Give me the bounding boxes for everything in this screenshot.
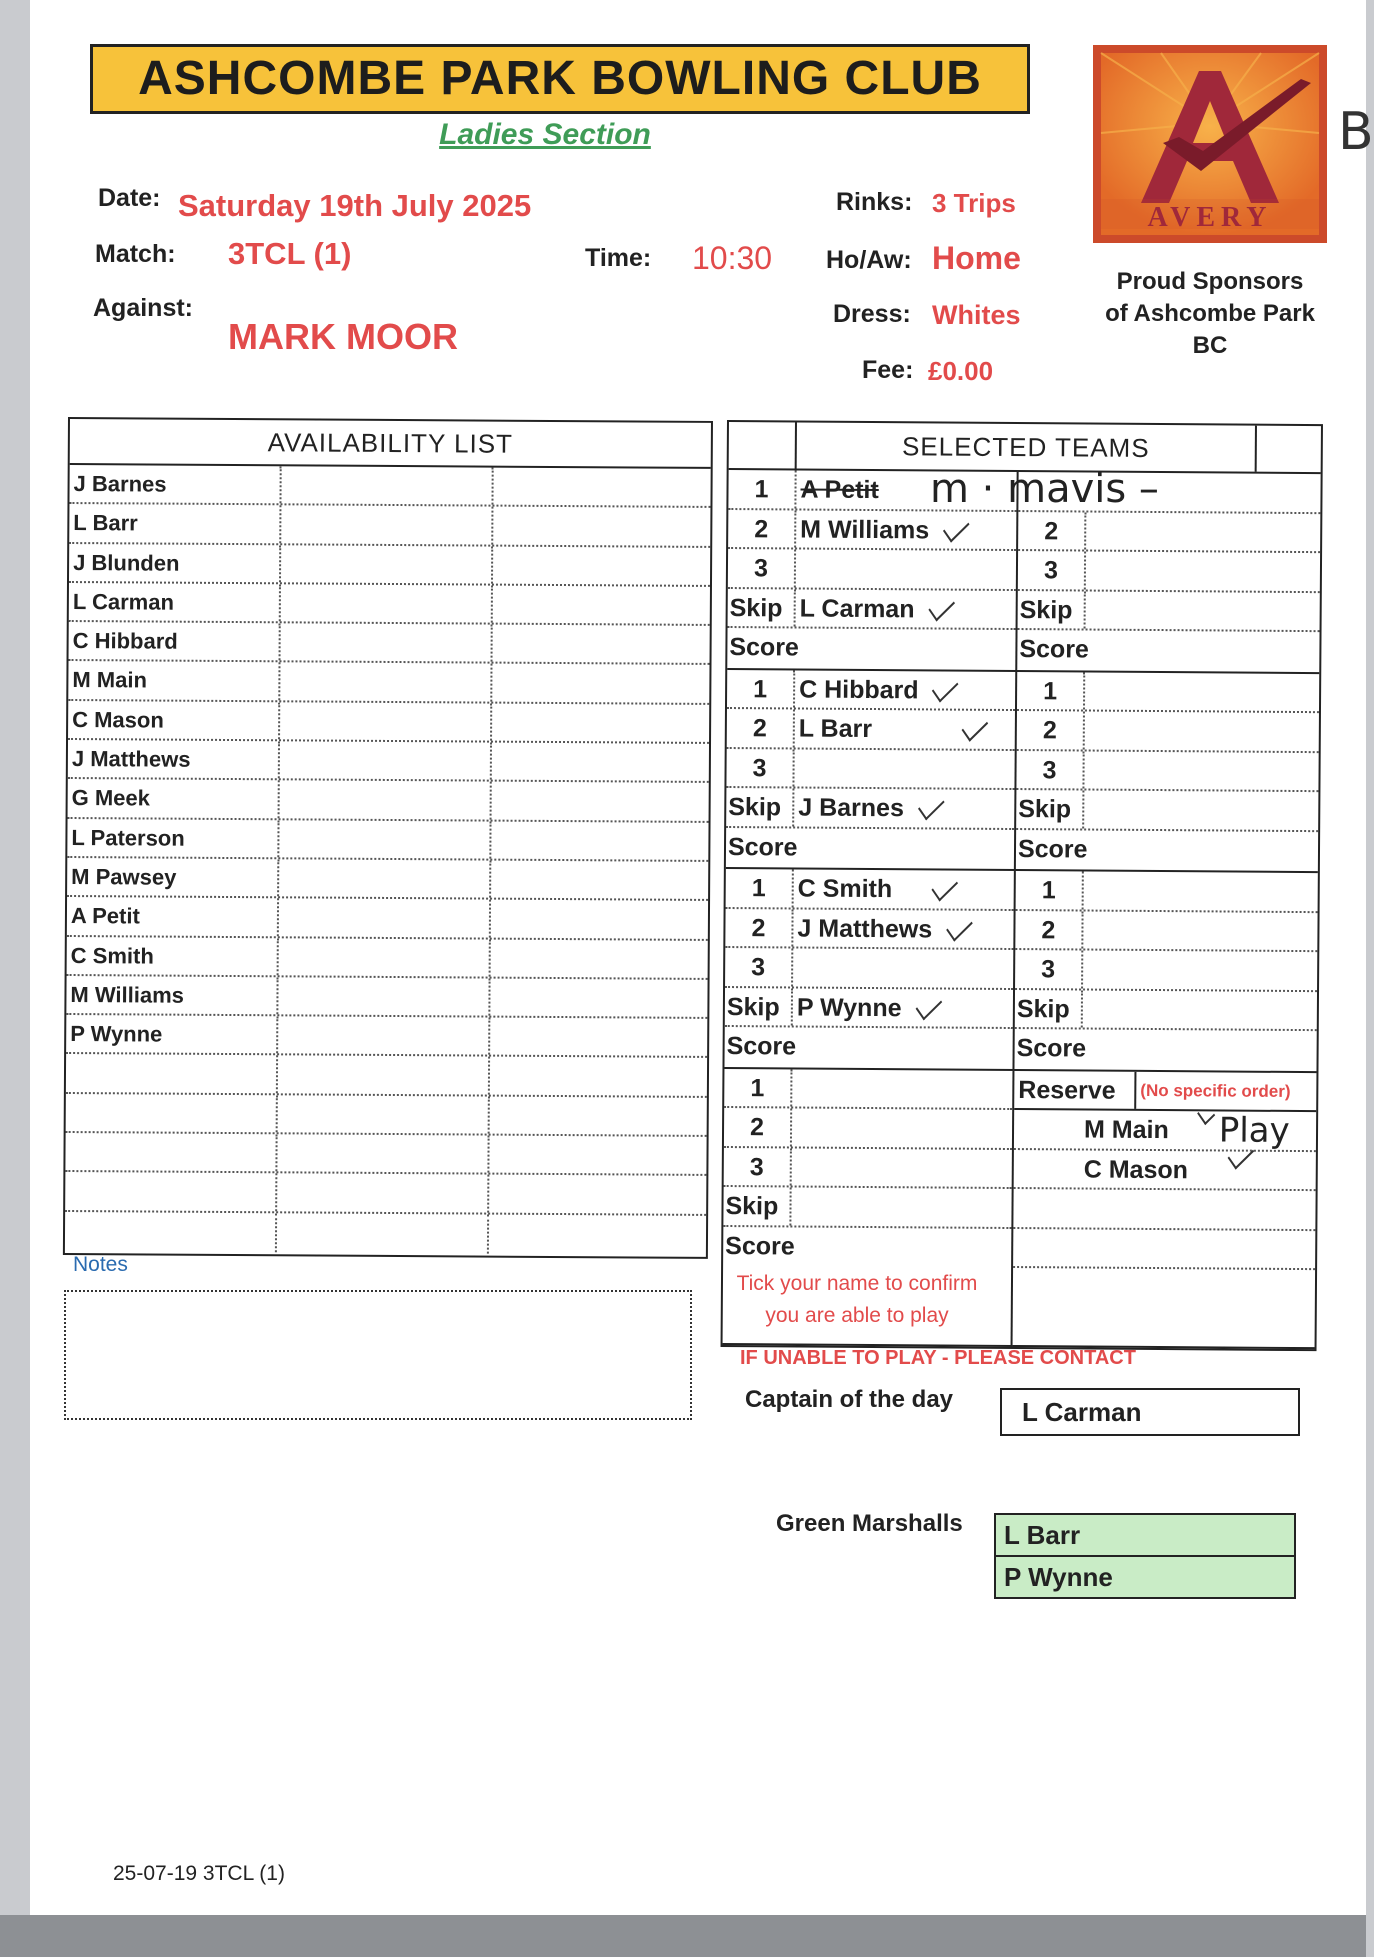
opponent-row[interactable] bbox=[1016, 751, 1318, 793]
availability-name bbox=[66, 1054, 278, 1093]
player-name: C Smith bbox=[797, 874, 893, 904]
availability-name: L Paterson bbox=[67, 819, 279, 858]
opponent-row[interactable] bbox=[1018, 512, 1320, 554]
rink-4-score[interactable] bbox=[723, 1226, 1011, 1268]
reserve-row[interactable] bbox=[1013, 1189, 1315, 1231]
tick-instruction-line-2: you are able to play bbox=[765, 1304, 949, 1327]
position-number: 2 bbox=[1018, 512, 1086, 550]
rink-1-player-2[interactable] bbox=[728, 510, 1016, 552]
position-number: 3 bbox=[1016, 751, 1084, 789]
captain-box[interactable] bbox=[1000, 1388, 1300, 1436]
date-value: Saturday 19th July 2025 bbox=[178, 188, 532, 223]
selected-teams-title: SELECTED TEAMS bbox=[797, 422, 1257, 471]
tick-instruction bbox=[712, 1268, 1002, 1332]
opponent-row[interactable] bbox=[1016, 871, 1318, 913]
position-number: 2 bbox=[727, 709, 795, 747]
match-label: Match: bbox=[95, 240, 176, 268]
player-name: L Carman bbox=[799, 594, 915, 623]
availability-name: C Mason bbox=[68, 701, 280, 740]
player-name: L Barr bbox=[798, 714, 873, 744]
rink-2-skip[interactable] bbox=[726, 788, 1014, 830]
availability-name: C Hibbard bbox=[69, 622, 281, 661]
availability-name bbox=[65, 1133, 277, 1172]
skip-label: Skip bbox=[1016, 790, 1084, 828]
notes-box[interactable] bbox=[64, 1290, 692, 1420]
position-number: 1 bbox=[1016, 871, 1084, 909]
marshall-row[interactable] bbox=[996, 1557, 1294, 1597]
position-number: 2 bbox=[724, 1108, 792, 1146]
sponsor-line-3: BC bbox=[1192, 332, 1228, 359]
player-name bbox=[794, 749, 1014, 788]
score-label: Score bbox=[726, 1032, 797, 1061]
score-label: Score bbox=[1016, 1034, 1087, 1063]
rink-2-score[interactable] bbox=[726, 828, 1014, 870]
check-mark-icon bbox=[962, 712, 989, 742]
availability-row[interactable] bbox=[69, 504, 710, 547]
availability-name: M Williams bbox=[66, 976, 278, 1015]
rink-4-player-2[interactable] bbox=[724, 1108, 1012, 1150]
opponent-score[interactable] bbox=[1016, 830, 1318, 872]
opponent-row[interactable] bbox=[1015, 911, 1317, 953]
struck-name: A Petit bbox=[800, 475, 879, 505]
green-marshalls-box bbox=[994, 1513, 1296, 1599]
availability-row[interactable] bbox=[65, 1133, 706, 1176]
check-mark-icon bbox=[943, 512, 970, 542]
availability-row[interactable] bbox=[67, 819, 708, 862]
availability-row[interactable] bbox=[69, 544, 710, 587]
availability-name: L Carman bbox=[69, 583, 281, 622]
dress-value: Whites bbox=[932, 300, 1021, 330]
time-label: Time: bbox=[585, 244, 652, 272]
availability-row[interactable] bbox=[65, 1212, 706, 1255]
fee-label: Fee: bbox=[862, 356, 914, 384]
availability-name: P Wynne bbox=[66, 1015, 278, 1054]
availability-name: J Matthews bbox=[68, 740, 280, 779]
availability-row[interactable] bbox=[69, 465, 710, 508]
availability-row[interactable] bbox=[67, 858, 708, 901]
captain-name: L Carman bbox=[1022, 1397, 1142, 1427]
availability-row[interactable] bbox=[66, 1015, 707, 1058]
score-label: Score bbox=[1017, 834, 1088, 864]
skip-label: Skip bbox=[726, 788, 794, 826]
rink-1-score[interactable] bbox=[727, 628, 1015, 670]
availability-name bbox=[65, 1172, 277, 1211]
date-label: Date: bbox=[98, 184, 161, 212]
scan-shadow bbox=[0, 1915, 1366, 1957]
position-number: 3 bbox=[725, 948, 793, 986]
availability-row[interactable] bbox=[67, 937, 708, 980]
handwritten-replacement: m · mavis – bbox=[930, 466, 1159, 512]
player-name bbox=[796, 549, 1016, 588]
opponent-row[interactable] bbox=[1017, 672, 1319, 714]
against-value: MARK MOOR bbox=[228, 316, 458, 357]
rinks-label: Rinks: bbox=[836, 188, 913, 216]
availability-row[interactable] bbox=[68, 701, 709, 744]
marshall-name: P Wynne bbox=[1004, 1562, 1113, 1592]
availability-row[interactable] bbox=[65, 1172, 706, 1215]
club-title-banner bbox=[90, 44, 1030, 114]
rink-3-player-2[interactable] bbox=[725, 909, 1013, 951]
reserve-row[interactable] bbox=[1013, 1229, 1315, 1271]
player-name bbox=[792, 1108, 1012, 1147]
availability-name: J Blunden bbox=[69, 544, 281, 583]
marshall-name: L Barr bbox=[1004, 1520, 1081, 1550]
time-value: 10:30 bbox=[692, 240, 773, 276]
availability-row[interactable] bbox=[68, 740, 709, 783]
position-number: 1 bbox=[727, 670, 795, 708]
rink-3-player-1[interactable] bbox=[726, 869, 1014, 911]
availability-name: A Petit bbox=[67, 897, 279, 936]
rinks-value: 3 Trips bbox=[932, 188, 1016, 218]
availability-row[interactable] bbox=[67, 897, 708, 940]
check-mark-icon bbox=[928, 591, 955, 621]
rink-4-skip[interactable] bbox=[723, 1187, 1011, 1229]
position-number: 1 bbox=[1017, 672, 1085, 710]
rink-2 bbox=[726, 670, 1319, 874]
rink-2-player-2[interactable] bbox=[727, 709, 1015, 751]
availability-row[interactable] bbox=[66, 976, 707, 1019]
rink-1-player-3[interactable] bbox=[728, 549, 1016, 591]
skip-label: Skip bbox=[725, 988, 793, 1026]
availability-row[interactable] bbox=[69, 583, 710, 626]
rink-3-skip[interactable] bbox=[725, 988, 1013, 1030]
position-number: 1 bbox=[726, 869, 794, 907]
position-number: 1 bbox=[724, 1068, 792, 1106]
captain-label: Captain of the day bbox=[745, 1386, 954, 1413]
reserve-row[interactable] bbox=[1014, 1110, 1316, 1152]
availability-name bbox=[65, 1212, 277, 1253]
reserve-header bbox=[1014, 1071, 1316, 1113]
position-number: 3 bbox=[726, 749, 794, 787]
reserve-name: M Main bbox=[1083, 1115, 1169, 1145]
position-number: 3 bbox=[1018, 551, 1086, 589]
player-name: C Hibbard bbox=[799, 675, 919, 704]
dress-label: Dress: bbox=[833, 300, 911, 328]
availability-name: G Meek bbox=[68, 779, 280, 818]
position-number: 2 bbox=[1017, 711, 1085, 749]
position-number: 3 bbox=[1015, 950, 1083, 988]
availability-title: AVAILABILITY LIST bbox=[70, 419, 711, 469]
reserve-label: Reserve bbox=[1014, 1071, 1136, 1109]
availability-name: M Pawsey bbox=[67, 858, 279, 897]
player-name: J Barnes bbox=[798, 793, 905, 823]
sponsor-caption bbox=[1080, 266, 1340, 362]
section-title: Ladies Section bbox=[439, 118, 651, 151]
position-number: 3 bbox=[728, 549, 796, 587]
opponent-row[interactable] bbox=[1018, 551, 1320, 593]
opponent-score[interactable] bbox=[1017, 630, 1319, 672]
club-title: ASHCOMBE PARK BOWLING CLUB bbox=[138, 52, 982, 105]
player-name bbox=[792, 1069, 1012, 1108]
score-label: Score bbox=[725, 1231, 795, 1260]
position-number: 2 bbox=[1015, 911, 1083, 949]
skip-label: Skip bbox=[1018, 591, 1086, 629]
rink-3-player-3[interactable] bbox=[725, 948, 1013, 990]
rink-3 bbox=[724, 869, 1317, 1073]
check-mark-icon bbox=[932, 872, 959, 902]
notes-label: Notes bbox=[73, 1253, 128, 1276]
opponent-row[interactable] bbox=[1016, 790, 1318, 832]
footer-reference: 25-07-19 3TCL (1) bbox=[113, 1862, 285, 1885]
reserve-note: (No specific order) bbox=[1140, 1080, 1291, 1101]
player-name bbox=[793, 948, 1013, 987]
rink-2-player-1[interactable] bbox=[727, 670, 1015, 712]
rink-1-skip[interactable] bbox=[728, 589, 1016, 631]
availability-row[interactable] bbox=[66, 1094, 707, 1137]
unable-to-play-notice: IF UNABLE TO PLAY - PLEASE CONTACT bbox=[740, 1347, 1136, 1369]
hoaw-value: Home bbox=[932, 240, 1021, 276]
check-mark-icon bbox=[932, 672, 959, 702]
availability-row[interactable] bbox=[66, 1054, 707, 1097]
marshall-row[interactable] bbox=[996, 1515, 1294, 1557]
sponsor-logo bbox=[1093, 45, 1327, 243]
reserve-row[interactable] bbox=[1013, 1268, 1315, 1310]
availability-row[interactable] bbox=[68, 779, 709, 822]
reserve-row[interactable] bbox=[1014, 1150, 1316, 1192]
check-mark-icon bbox=[918, 790, 945, 820]
handwritten-play: Play bbox=[1218, 1110, 1290, 1151]
opponent-row[interactable] bbox=[1015, 990, 1317, 1032]
selected-teams-table bbox=[721, 420, 1323, 1351]
rink-2-player-3[interactable] bbox=[726, 749, 1014, 791]
match-value: 3TCL (1) bbox=[228, 236, 352, 271]
score-label: Score bbox=[1019, 635, 1089, 664]
availability-name: L Barr bbox=[69, 504, 281, 543]
fee-value: £0.00 bbox=[928, 356, 994, 386]
position-number: 2 bbox=[725, 909, 793, 947]
player-name: P Wynne bbox=[796, 993, 902, 1022]
availability-name: M Main bbox=[68, 661, 280, 700]
rink-3-score[interactable] bbox=[724, 1027, 1012, 1069]
availability-name: C Smith bbox=[67, 937, 279, 976]
position-number: 1 bbox=[728, 470, 796, 508]
opponent-row[interactable] bbox=[1018, 591, 1320, 633]
player-name bbox=[791, 1187, 1011, 1226]
green-marshalls-label: Green Marshalls bbox=[776, 1510, 963, 1537]
availability-name: J Barnes bbox=[69, 465, 281, 504]
against-label: Against: bbox=[93, 294, 193, 322]
skip-label: Skip bbox=[723, 1187, 791, 1225]
rink-4-player-1[interactable] bbox=[724, 1068, 1012, 1110]
opponent-row[interactable] bbox=[1015, 950, 1317, 992]
reserve-name: C Mason bbox=[1083, 1155, 1189, 1184]
position-number: 2 bbox=[728, 510, 796, 548]
score-label: Score bbox=[727, 832, 798, 862]
check-mark-icon bbox=[946, 911, 973, 941]
corner-handwritten-mark: B bbox=[1338, 102, 1374, 162]
opponent-score[interactable] bbox=[1014, 1029, 1316, 1071]
opponent-row[interactable] bbox=[1017, 711, 1319, 753]
sponsor-line-2: of Ashcombe Park bbox=[1105, 300, 1315, 327]
rink-4-player-3[interactable] bbox=[724, 1147, 1012, 1189]
player-name: M Williams bbox=[800, 515, 930, 544]
sponsor-logo-text: AVERY bbox=[1147, 202, 1273, 233]
tick-instruction-line-1: Tick your name to confirm bbox=[736, 1272, 978, 1295]
player-name bbox=[792, 1148, 1012, 1187]
score-label: Score bbox=[729, 633, 799, 662]
avery-logo-icon bbox=[1101, 53, 1319, 235]
availability-name bbox=[66, 1094, 278, 1133]
player-name: J Matthews bbox=[797, 914, 933, 943]
sponsor-line-1: Proud Sponsors bbox=[1116, 268, 1304, 295]
skip-label: Skip bbox=[728, 589, 796, 627]
hoaw-label: Ho/Aw: bbox=[826, 246, 912, 274]
skip-label: Skip bbox=[1015, 990, 1083, 1028]
position-number: 3 bbox=[724, 1147, 792, 1185]
availability-table bbox=[63, 417, 713, 1259]
availability-row[interactable] bbox=[68, 661, 709, 704]
reserve-panel bbox=[1013, 1071, 1317, 1349]
availability-row[interactable] bbox=[69, 622, 710, 665]
check-mark-icon bbox=[915, 990, 942, 1020]
